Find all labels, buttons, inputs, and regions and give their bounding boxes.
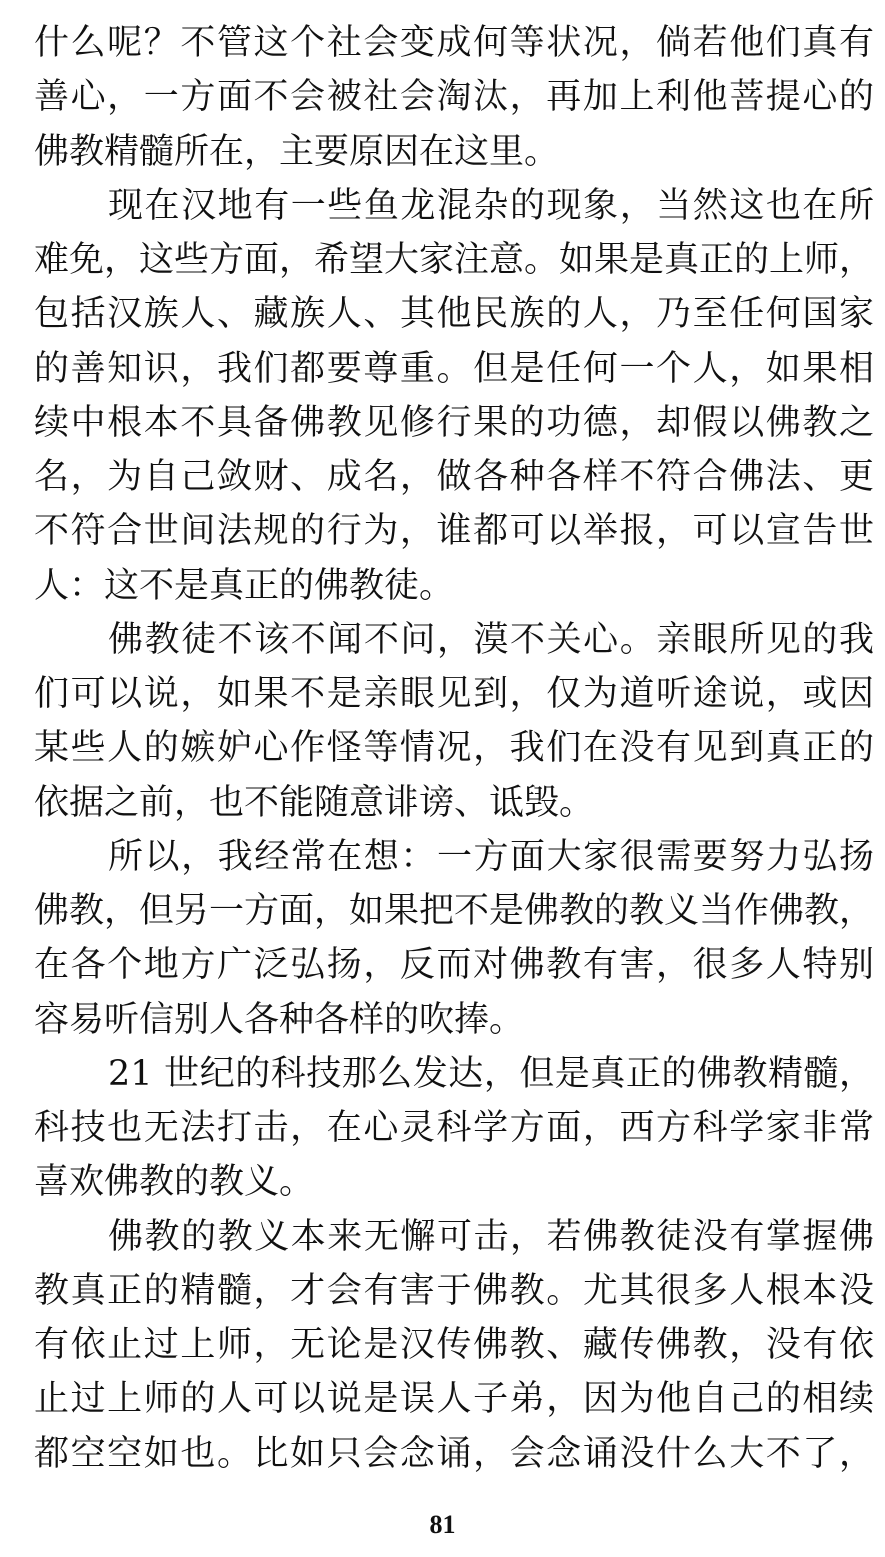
text-line: 喜欢佛教的教义。: [34, 1162, 315, 1203]
text-line: 的善知识，我们都要尊重。但是任何一个人，如果相: [34, 348, 874, 389]
text-line: 们可以说，如果不是亲眼见到，仅为道听途说，或因: [34, 674, 874, 714]
paragraph-first-line: 所以，我经常在想：一方面大家很需要努力弘扬: [108, 836, 874, 877]
text-line: 难免，这些方面，希望大家注意。如果是真正的上师，: [34, 240, 875, 280]
paragraph-first-line: 现在汉地有一些鱼龙混杂的现象，当然这也在所: [108, 185, 874, 226]
text-line: 某些人的嫉妒心作怪等情况，我们在没有见到真正的: [34, 728, 874, 769]
text-line: 止过上师的人可以说是误人子弟，因为他自己的相续: [34, 1379, 874, 1420]
text-line: 善心，一方面不会被社会淘汰，再加上利他菩提心的: [34, 77, 874, 118]
text-line: 在各个地方广泛弘扬，反而对佛教有害，很多人特别: [34, 945, 874, 986]
text-line: 科技也无法打击，在心灵科学方面，西方科学家非常: [34, 1108, 874, 1148]
text-line: 什么呢？不管这个社会变成何等状况，倘若他们真有: [34, 23, 874, 63]
page-number: 81: [429, 1510, 456, 1539]
text-line: 包括汉族人、藏族人、其他民族的人，乃至任何国家: [34, 294, 874, 335]
text-line: 容易听信别人各种各样的吹捧。: [34, 999, 525, 1040]
text-line: 有依止过上师，无论是汉传佛教、藏传佛教，没有依: [34, 1325, 874, 1365]
paragraph-first-line: 21 世纪的科技那么发达，但是真正的佛教精髓，: [108, 1053, 874, 1094]
text-line: 佛教精髓所在，主要原因在这里。: [34, 131, 560, 172]
paragraph-first-line: 佛教的教义本来无懈可击，若佛教徒没有掌握佛: [108, 1216, 874, 1257]
text-line: 依据之前，也不能随意诽谤、诋毁。: [34, 782, 595, 823]
text-line: 名，为自己敛财、成名，做各种各样不符合佛法、更: [34, 457, 874, 497]
text-line: 教真正的精髓，才会有害于佛教。尤其很多人根本没: [34, 1270, 874, 1311]
text-line: 不符合世间法规的行为，谁都可以举报，可以宣告世: [34, 511, 874, 552]
text-line: 续中根本不具备佛教见修行果的功德，却假以佛教之: [34, 402, 874, 443]
paragraph-first-line: 佛教徒不该不闻不问，漠不关心。亲眼所见的我: [108, 619, 874, 660]
text-line: 都空空如也。比如只会念诵，会念诵没什么大不了，: [34, 1433, 874, 1474]
text-line: 人：这不是真正的佛教徒。: [34, 565, 455, 606]
body-text: [34, 16, 874, 1481]
text-line: 佛教，但另一方面，如果把不是佛教的教义当作佛教，: [34, 891, 875, 931]
